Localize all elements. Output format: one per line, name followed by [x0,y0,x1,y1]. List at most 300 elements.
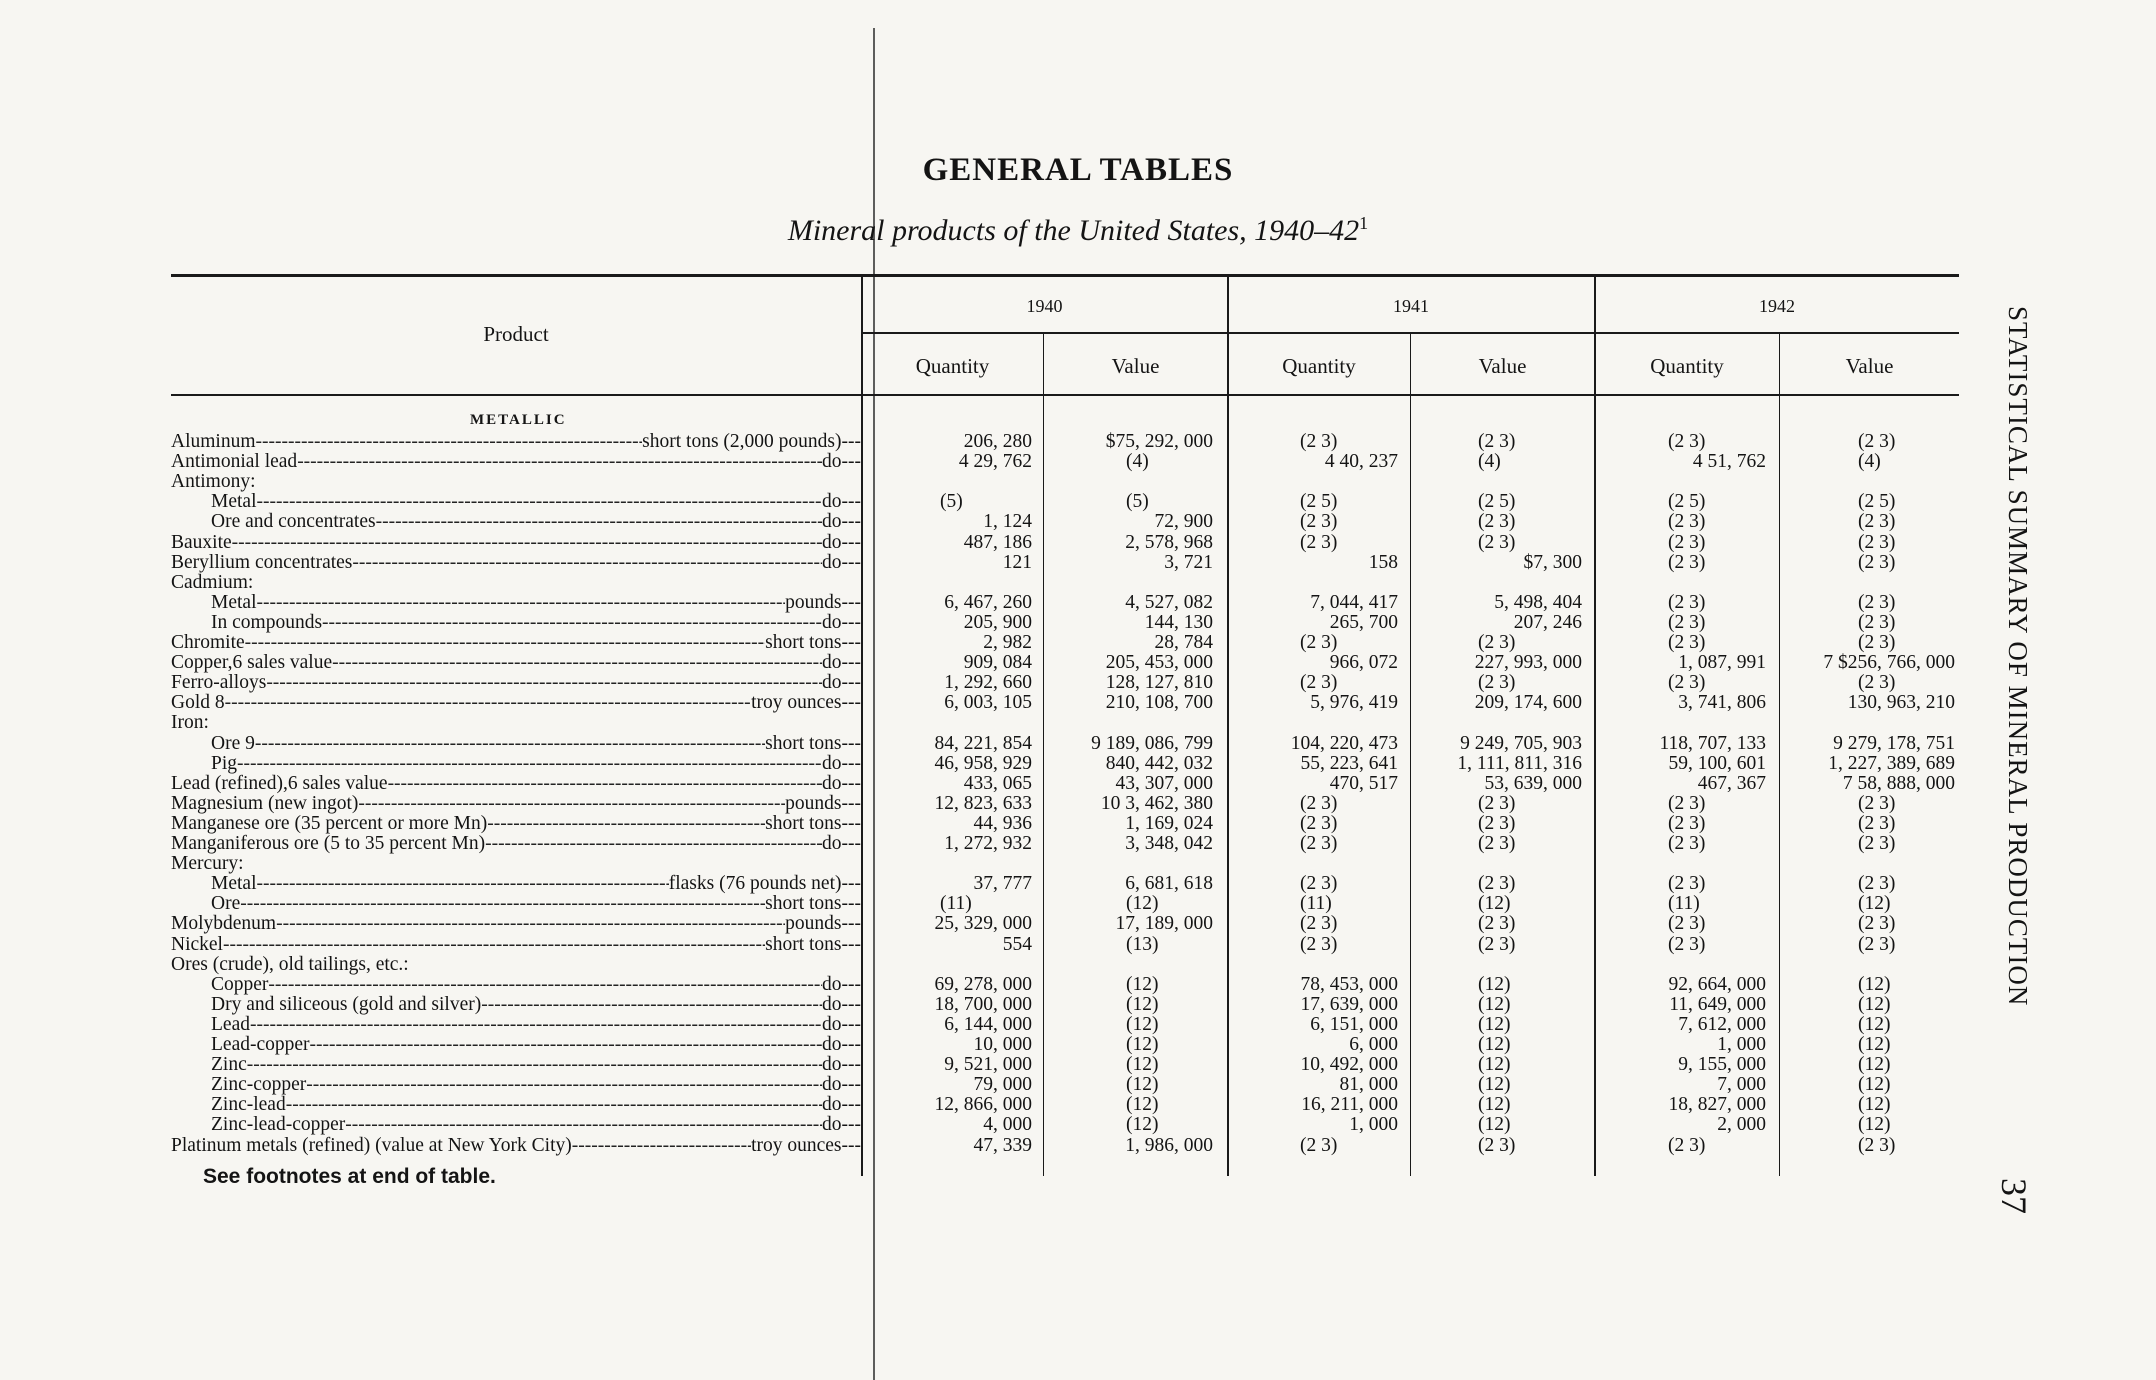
table-cell: (2 3) [1858,552,1896,573]
table-cell: 11, 649, 000 [1669,994,1766,1015]
dot-leader [250,1015,822,1035]
dot-leader [245,633,765,653]
table-cell: 4, 000 [983,1114,1032,1135]
table-cell: (2 3) [1478,913,1516,934]
table-cell: (11) [940,893,972,914]
product-name: Chromite [171,633,245,653]
product-unit: short tons [765,633,842,653]
product-name: Antimonial lead [171,452,298,472]
table-cell: (12) [1478,1074,1511,1095]
product-name: Dry and siliceous (gold and silver) [211,995,482,1015]
table-cell: 2, 000 [1717,1114,1766,1135]
table-cell: 4 29, 762 [958,451,1032,472]
page-number: 37 [1994,1178,2034,1214]
table-cell: 121 [1002,552,1032,573]
table-cell: (12) [1126,1094,1159,1115]
dot-leader-tail: --- [841,1055,861,1075]
table-cell: 909, 084 [963,652,1032,673]
table-cell: 6, 000 [1349,1034,1398,1055]
table-cell: (12) [1478,893,1511,914]
dot-leader [310,1035,822,1055]
product-name: Lead [211,1015,250,1035]
table-cell: (12) [1858,1034,1891,1055]
table-cell: 4 40, 237 [1324,451,1398,472]
running-side-header: STATISTICAL SUMMARY OF MINERAL PRODUCTION [2003,306,2033,1007]
product-row-label [171,834,861,854]
dot-leader-tail: --- [841,1115,861,1135]
dot-leader-tail: --- [841,613,861,633]
table-cell: (2 3) [1858,592,1896,613]
table-cell: (11) [1300,893,1332,914]
table-cell: (2 3) [1668,1135,1706,1156]
dot-leader [572,1136,751,1156]
table-cell: 44, 936 [973,813,1032,834]
dot-leader [256,432,643,452]
table-cell: (2 3) [1478,672,1516,693]
table-cell: 28, 784 [1154,632,1213,653]
product-unit: do [822,553,842,573]
table-cell: 72, 900 [1154,511,1213,532]
dot-leader-tail: --- [841,995,861,1015]
dot-leader-tail: --- [841,1075,861,1095]
table-cell: 3, 721 [1164,552,1213,573]
table-cell: 2, 982 [983,632,1032,653]
table-cell: (2 3) [1300,532,1338,553]
table-cell: 207, 246 [1513,612,1582,633]
table-cell: 205, 900 [963,612,1032,633]
table-cell: (2 3) [1668,431,1706,452]
dot-leader [256,593,785,613]
product-unit: do [822,1015,842,1035]
dot-leader [376,512,822,532]
product-unit: do [822,975,842,995]
table-cell: (2 3) [1300,1135,1338,1156]
table-cell: (5) [1126,491,1149,512]
dot-leader-tail: --- [841,593,861,613]
table-cell: 5, 498, 404 [1494,592,1582,613]
product-row-label [171,874,861,894]
table-cell: 4 51, 762 [1692,451,1766,472]
quantity-header-1941: Quantity [1282,354,1356,378]
product-unit: do [822,1115,842,1135]
product-row-label [171,995,861,1015]
table-cell: 3, 348, 042 [1125,833,1213,854]
table-cell: (2 3) [1858,511,1896,532]
table-cell: (12) [1858,1114,1891,1135]
table-cell: 12, 823, 633 [934,793,1032,814]
dot-leader [247,1055,822,1075]
table-cell: (2 3) [1668,672,1706,693]
product-name: Cadmium: [171,573,254,593]
product-name: Copper [211,975,269,995]
product-name: Ores (crude), old tailings, etc.: [171,955,409,975]
dot-leader-tail: --- [841,874,861,894]
dot-leader-tail: --- [841,512,861,532]
subtitle-text: Mineral products of the United States, 1940–42 [787,214,1360,247]
product-row-label [171,814,861,834]
product-name: Zinc-lead [211,1095,286,1115]
table-cell: (2 3) [1300,511,1338,532]
dot-leader [306,1075,822,1095]
table-cell: 1, 169, 024 [1125,813,1213,834]
product-name: Copper,6 sales value [171,653,333,673]
table-cell: 53, 639, 000 [1484,773,1582,794]
table-cell: (2 3) [1300,793,1338,814]
table-cell: 470, 517 [1329,773,1398,794]
product-name: Lead-copper [211,1035,310,1055]
product-row-label [171,633,861,653]
dot-leader-tail: --- [841,553,861,573]
table-cell: 206, 280 [963,431,1032,452]
table-cell: (2 3) [1858,913,1896,934]
dot-leader-tail: --- [841,754,861,774]
product-row-label [171,1075,861,1095]
dot-leader-tail: --- [841,975,861,995]
product-row-label [171,673,861,693]
product-name: Molybdenum [171,914,277,934]
product-name: Metal [211,874,257,894]
product-name: Ore [211,894,241,914]
dot-leader [266,673,822,693]
table-cell: 487, 186 [963,532,1032,553]
product-row-label [171,533,861,553]
product-row-label [171,935,861,955]
product-name: Mercury: [171,854,244,874]
dot-leader-tail: --- [841,452,861,472]
dot-leader [332,653,822,673]
dot-leader-tail: --- [841,935,861,955]
table-cell: (2 3) [1478,431,1516,452]
product-name: Manganese ore (35 percent or more Mn) [171,814,488,834]
dot-leader-tail: --- [841,794,861,814]
dot-leader-tail: --- [841,653,861,673]
table-cell: 3, 741, 806 [1678,692,1766,713]
product-row-label [171,914,861,934]
table-cell: (2 3) [1668,592,1706,613]
table-cell: (12) [1858,1094,1891,1115]
table-cell: 10 3, 462, 380 [1100,793,1213,814]
table-cell: (12) [1126,1034,1159,1055]
table-cell: (2 3) [1858,672,1896,693]
table-cell: 84, 221, 854 [934,733,1032,754]
product-unit: do [822,492,842,512]
table-cell: 6, 003, 105 [944,692,1032,713]
product-unit: do [822,613,842,633]
dot-leader [345,1115,822,1135]
table-cell: 966, 072 [1329,652,1398,673]
dot-leader-tail: --- [841,693,861,713]
table-cell: 128, 127, 810 [1105,672,1213,693]
dot-leader [352,553,822,573]
dot-leader [485,834,822,854]
value-header-1940: Value [1111,354,1160,378]
product-row-label [171,794,861,814]
table-cell: 118, 707, 133 [1659,733,1766,754]
dot-leader [232,533,822,553]
table-cell: 467, 367 [1697,773,1766,794]
product-row-label [171,1015,861,1035]
table-cell: 210, 108, 700 [1105,692,1213,713]
product-row-label [171,1115,861,1135]
table-cell: 9 279, 178, 751 [1833,733,1955,754]
table-cell: 1, 272, 932 [944,833,1032,854]
product-unit: pounds [785,593,842,613]
table-cell: 81, 000 [1339,1074,1398,1095]
product-unit: do [822,653,842,673]
table-cell: (2 3) [1858,813,1896,834]
product-row-label [171,593,861,613]
product-unit: do [822,533,842,553]
product-name: Ferro-alloys [171,673,267,693]
table-cell: (5) [940,491,963,512]
dot-leader-tail: --- [841,734,861,754]
table-cell: (2 3) [1478,1135,1516,1156]
table-cell: (12) [1478,974,1511,995]
table-cell: (2 5) [1668,491,1706,512]
header-bottom-rule [171,394,1959,396]
product-unit: do [822,995,842,1015]
table-cell: (2 3) [1300,873,1338,894]
table-cell: 5, 976, 419 [1310,692,1398,713]
value-header-1941: Value [1478,354,1527,378]
table-cell: (13) [1126,934,1159,955]
table-cell: $7, 300 [1523,552,1582,573]
dot-leader-tail: --- [841,492,861,512]
table-cell: (2 3) [1478,813,1516,834]
table-cell: 17, 189, 000 [1115,913,1213,934]
table-cell: (4) [1126,451,1149,472]
product-unit: do [822,1095,842,1115]
dot-leader-tail: --- [841,432,861,452]
table-cell: (11) [1668,893,1700,914]
product-unit: short tons (2,000 pounds) [642,432,842,452]
quantity-header-1942: Quantity [1650,354,1724,378]
product-name: Lead (refined),6 sales value [171,774,388,794]
dot-leader [256,874,668,894]
table-cell: 205, 453, 000 [1105,652,1213,673]
table-cell: (12) [1858,1074,1891,1095]
table-cell: 1, 227, 389, 689 [1828,753,1955,774]
product-name: Iron: [171,713,209,733]
table-cell: (12) [1126,1054,1159,1075]
product-name: Aluminum [171,432,256,452]
table-cell: (2 5) [1300,491,1338,512]
table-cell: 130, 963, 210 [1847,692,1955,713]
table-cell: (2 3) [1300,431,1338,452]
table-cell: 158 [1368,552,1398,573]
product-row-label [171,1035,861,1055]
dot-leader-tail: --- [841,533,861,553]
table-cell: 209, 174, 600 [1474,692,1582,713]
product-name: Ore 9 [211,734,255,754]
table-cell: 1, 111, 811, 316 [1457,753,1582,774]
table-cell: (2 3) [1478,873,1516,894]
product-unit: do [822,1035,842,1055]
page-title: GENERAL TABLES [922,152,1234,188]
product-row-label [171,1136,861,1156]
table-cell: (2 3) [1858,934,1896,955]
dot-leader-tail: --- [841,814,861,834]
product-unit: short tons [765,814,842,834]
table-cell: (2 3) [1300,632,1338,653]
dot-leader-tail: --- [841,1015,861,1035]
product-name: Zinc [211,1055,247,1075]
table-cell: (4) [1478,451,1501,472]
dot-leader [388,774,822,794]
dot-leader [237,754,822,774]
table-cell: (2 3) [1668,793,1706,814]
table-cell: (12) [1478,1094,1511,1115]
table-cell: (2 3) [1858,793,1896,814]
table-cell: (2 3) [1668,612,1706,633]
table-cell: 25, 329, 000 [934,913,1032,934]
product-unit: flasks (76 pounds net) [668,874,842,894]
dot-leader [358,794,785,814]
table-cell: 554 [1002,934,1032,955]
table-cell: (2 3) [1668,813,1706,834]
table-cell: (2 3) [1478,532,1516,553]
table-top-rule [171,274,1959,277]
quantity-header-1940: Quantity [915,354,990,378]
table-cell: 9, 155, 000 [1678,1054,1766,1075]
product-row-label [171,955,861,975]
product-row-label [171,975,861,995]
table-cell: 7, 612, 000 [1678,1014,1766,1035]
dot-leader-tail: --- [841,1035,861,1055]
product-row-label [171,774,861,794]
product-row-label [171,894,861,914]
year-header-1940: 1940 [1026,296,1063,316]
table-cell: 10, 000 [973,1034,1032,1055]
dot-leader [240,894,765,914]
table-cell: (2 5) [1858,491,1896,512]
dot-leader [256,492,822,512]
table-cell: 69, 278, 000 [934,974,1032,995]
table-cell: (2 3) [1858,1135,1896,1156]
product-name: Platinum metals (refined) (value at New York City) [171,1136,572,1156]
product-name: Ore and concentrates [211,512,376,532]
dot-leader [286,1095,822,1115]
product-unit: do [822,673,842,693]
table-cell: 9, 521, 000 [944,1054,1032,1075]
dot-leader-tail: --- [841,1136,861,1156]
product-name: Zinc-lead-copper [211,1115,346,1135]
dot-leader-tail: --- [841,774,861,794]
table-cell: (2 3) [1300,913,1338,934]
product-row-label [171,452,861,472]
product-unit: pounds [785,914,842,934]
product-row-label [171,432,861,452]
table-cell: 7, 044, 417 [1310,592,1398,613]
table-cell: (2 3) [1300,813,1338,834]
product-name: Pig [211,754,238,774]
table-cell: (2 3) [1668,511,1706,532]
table-cell: (2 3) [1478,511,1516,532]
table-cell: 265, 700 [1329,612,1398,633]
dot-leader [255,734,765,754]
product-name: Metal [211,593,257,613]
product-row-label [171,573,861,593]
dot-leader [322,613,822,633]
table-cell: (12) [1126,893,1159,914]
product-unit: do [822,1075,842,1095]
product-row-label [171,512,861,532]
dot-leader-tail: --- [841,914,861,934]
value-header-1942: Value [1845,354,1894,378]
table-cell: (2 3) [1300,934,1338,955]
product-unit: troy ounces [751,1136,842,1156]
dot-leader-tail: --- [841,894,861,914]
product-unit: troy ounces [751,693,842,713]
product-row-label [171,553,861,573]
dot-leader-tail: --- [841,633,861,653]
table-cell: (2 3) [1668,913,1706,934]
table-cell: 1, 087, 991 [1678,652,1766,673]
table-cell: 1, 292, 660 [944,672,1032,693]
table-cell: 144, 130 [1144,612,1213,633]
table-cell: (2 3) [1300,833,1338,854]
product-row-label [171,693,861,713]
table-cell: 59, 100, 601 [1668,753,1766,774]
table-cell: 7, 000 [1717,1074,1766,1095]
table-cell: 7 58, 888, 000 [1842,773,1955,794]
product-row-label [171,472,861,492]
table-cell: 16, 211, 000 [1301,1094,1398,1115]
table-cell: (2 3) [1858,612,1896,633]
table-cell: 1, 986, 000 [1125,1135,1213,1156]
product-name: In compounds [211,613,323,633]
table-cell: (2 3) [1668,833,1706,854]
table-cell: 840, 442, 032 [1105,753,1213,774]
table-cell: 55, 223, 641 [1300,753,1398,774]
product-name: Gold 8 [171,693,225,713]
table-cell: 46, 958, 929 [934,753,1032,774]
dot-leader [481,995,822,1015]
table-cell: (2 3) [1668,632,1706,653]
table-cell: 6, 681, 618 [1125,873,1213,894]
product-unit: do [822,754,842,774]
table-cell: 1, 124 [983,511,1032,532]
table-cell: (2 3) [1668,873,1706,894]
table-cell: 6, 467, 260 [944,592,1032,613]
product-row-label [171,734,861,754]
product-row-label [171,713,861,733]
product-name: Metal [211,492,257,512]
table-cell: 17, 639, 000 [1300,994,1398,1015]
year-header-1941: 1941 [1393,296,1429,316]
table-cell: 37, 777 [973,873,1032,894]
table-cell: (12) [1858,1054,1891,1075]
table-cell: 10, 492, 000 [1300,1054,1398,1075]
product-name: Magnesium (new ingot) [171,794,359,814]
dot-leader-tail: --- [841,1095,861,1115]
table-cell: 47, 339 [973,1135,1032,1156]
table-cell: (12) [1126,1074,1159,1095]
dot-leader [276,914,785,934]
table-cell: (2 3) [1478,632,1516,653]
table-cell: (2 3) [1858,431,1896,452]
table-cell: (12) [1478,1054,1511,1075]
table-cell: (12) [1478,1034,1511,1055]
product-row-label [171,754,861,774]
table-cell: (2 3) [1478,934,1516,955]
table-cell: (2 5) [1478,491,1516,512]
table-cell: 92, 664, 000 [1668,974,1766,995]
table-cell: 18, 700, 000 [934,994,1032,1015]
table-cell: (2 3) [1668,552,1706,573]
table-cell: (2 3) [1478,793,1516,814]
table-cell: 79, 000 [973,1074,1032,1095]
